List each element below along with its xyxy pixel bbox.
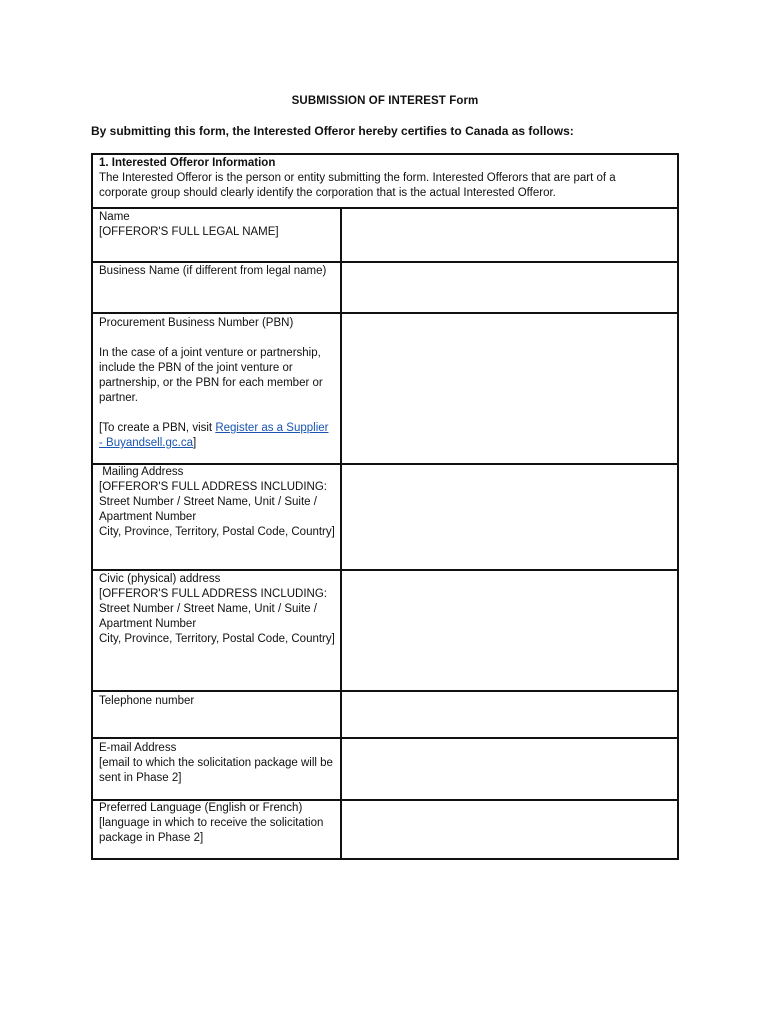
civic-address-label (99, 572, 335, 647)
row-telephone (93, 692, 677, 739)
business-name-field[interactable] (343, 263, 677, 312)
telephone-field[interactable] (343, 692, 677, 737)
telephone-label: Telephone number (99, 695, 195, 707)
preferred-language-field[interactable] (343, 801, 677, 860)
civic-address-street: Street Number / Street Name, Unit / Suite / Apartment Number (99, 603, 317, 630)
section-description-line1: The Interested Offeror is the person or entity submitting the form. Interested Offerors that are part of a (99, 172, 616, 184)
mailing-address-street: Street Number / Street Name, Unit / Suite / Apartment Number (99, 496, 317, 523)
pbn-joint-venture-note: In the case of a joint venture or partnership, include the PBN of the joint venture or partnership, or the PBN for each member or partner. (99, 347, 323, 404)
email-label-hint: [email to which the solicitation package will be sent in Phase 2] (99, 757, 333, 784)
row-name (93, 209, 677, 263)
name-label (99, 210, 335, 240)
business-name-label: Business Name (if different from legal name) (99, 265, 327, 277)
name-field[interactable] (343, 209, 677, 261)
section-heading: 1. Interested Offeror Information (99, 157, 276, 169)
mailing-address-title: Mailing Address (99, 466, 184, 478)
section-header (93, 155, 677, 209)
language-label-title: Preferred Language (English or French) (99, 802, 303, 814)
language-label-hint: [language in which to receive the solicitation package in Phase 2] (99, 817, 324, 844)
civic-address-title: Civic (physical) address (99, 573, 221, 585)
row-email (93, 739, 677, 801)
row-pbn (93, 314, 677, 465)
row-preferred-language (93, 801, 677, 860)
email-label (99, 741, 335, 786)
pbn-create-note (99, 421, 335, 451)
civic-address-field[interactable] (343, 571, 677, 690)
language-label (99, 801, 335, 846)
row-business-name (93, 263, 677, 314)
mailing-address-hint: [OFFEROR'S FULL ADDRESS INCLUDING: (99, 481, 327, 493)
row-mailing-address (93, 465, 677, 571)
name-label-title: Name (99, 211, 130, 223)
section-description-line2: corporate group should clearly identify the corporation that is the actual Interested Offeror. (99, 187, 556, 199)
register-supplier-link[interactable]: Register as a Supplier - Buyandsell.gc.ca (99, 422, 329, 449)
name-label-hint: [OFFEROR'S FULL LEGAL NAME] (99, 226, 279, 238)
certification-statement: By submitting this form, the Interested Offeror hereby certifies to Canada as follows: (91, 124, 574, 138)
mailing-address-field[interactable] (343, 465, 677, 569)
pbn-label-title: Procurement Business Number (PBN) (99, 317, 294, 329)
pbn-field[interactable] (343, 314, 677, 463)
email-label-title: E-mail Address (99, 742, 177, 754)
civic-address-city: City, Province, Territory, Postal Code, Country] (99, 633, 335, 645)
pbn-create-prefix: [To create a PBN, visit (99, 422, 216, 434)
email-field[interactable] (343, 739, 677, 799)
pbn-create-suffix: ] (192, 437, 197, 449)
mailing-address-label (99, 465, 335, 540)
row-civic-address (93, 571, 677, 692)
civic-address-hint: [OFFEROR'S FULL ADDRESS INCLUDING: (99, 588, 327, 600)
pbn-label (99, 316, 335, 451)
mailing-address-city: City, Province, Territory, Postal Code, Country] (99, 526, 335, 538)
offeror-information-table (91, 153, 679, 860)
form-title: SUBMISSION OF INTEREST Form (291, 95, 479, 107)
